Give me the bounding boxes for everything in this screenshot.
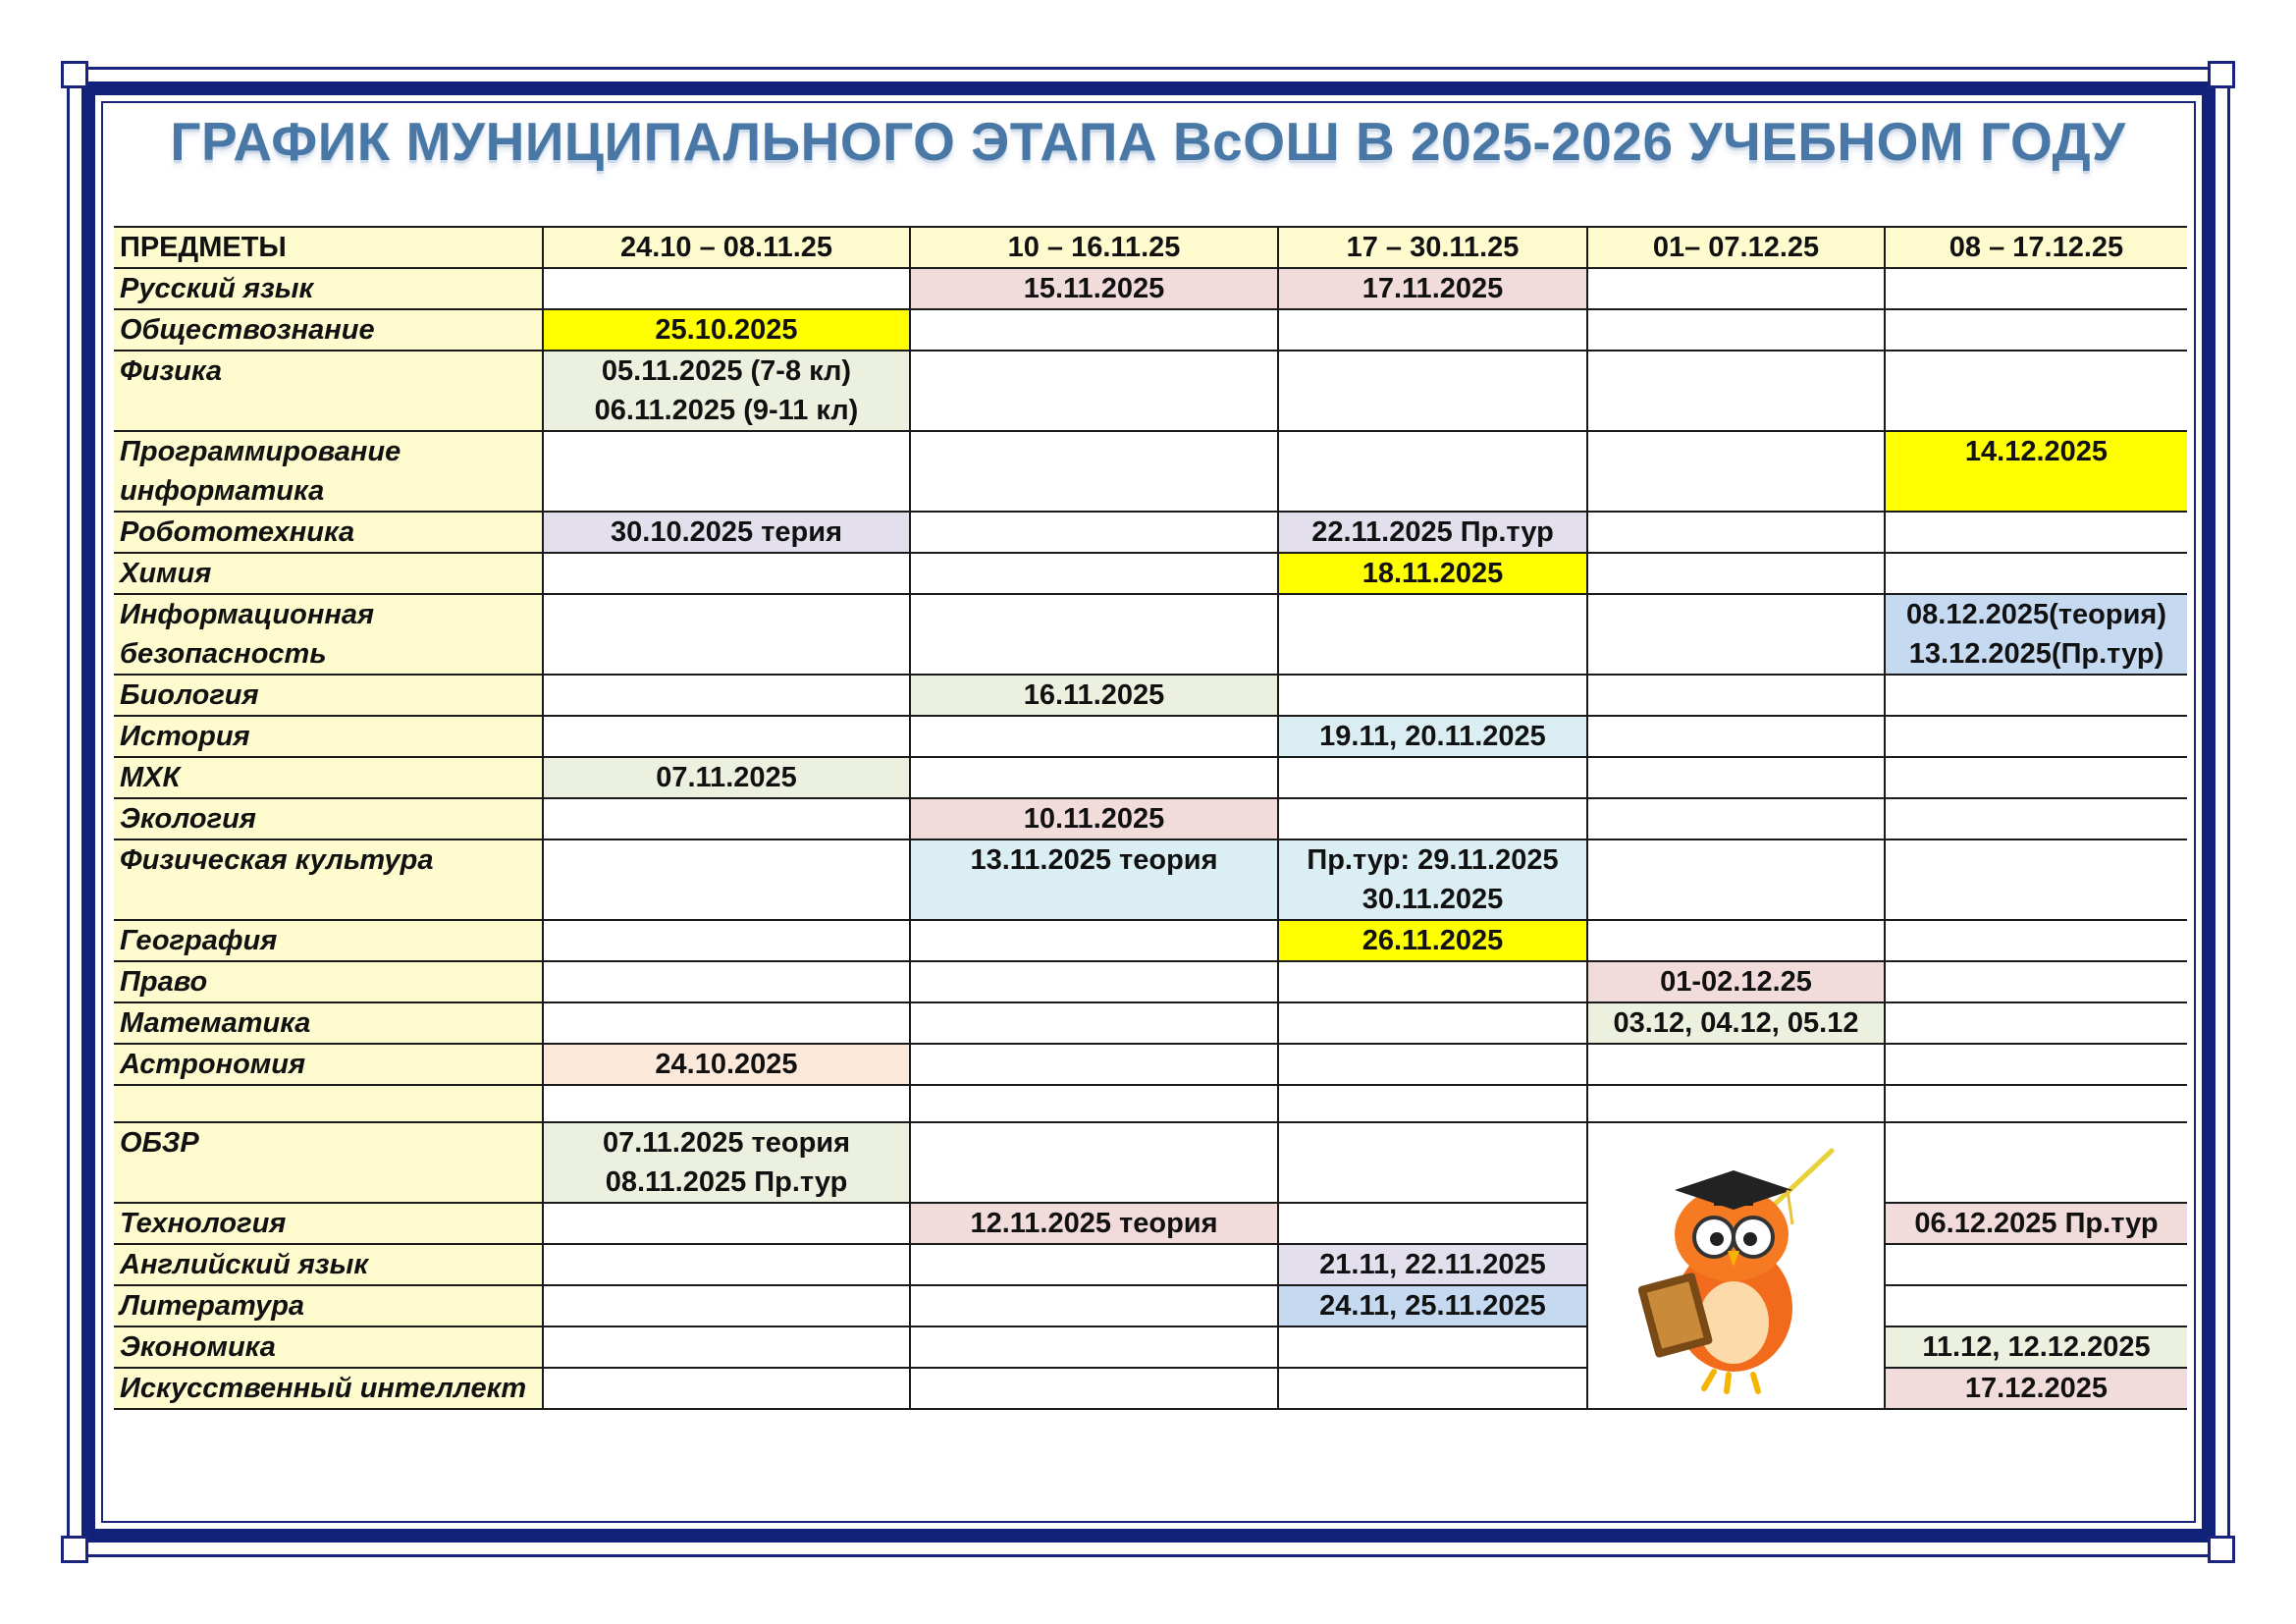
date-cell <box>1278 675 1587 716</box>
subject-cell <box>114 351 543 431</box>
date-cell <box>1587 920 1885 961</box>
date-text: 30.10.2025 терия <box>611 516 842 548</box>
date-cell <box>910 920 1278 961</box>
date-cell <box>543 512 910 553</box>
table-row <box>114 1002 2187 1044</box>
date-cell <box>910 1326 1278 1368</box>
subject-name: Физика <box>120 355 223 387</box>
subject-name: Право <box>120 966 208 998</box>
date-cell <box>1587 1002 1885 1044</box>
date-cell <box>910 1002 1278 1044</box>
subject-cell <box>114 1368 543 1409</box>
date-cell <box>1587 1085 1885 1122</box>
date-cell <box>1278 920 1587 961</box>
date-text: 30.11.2025 <box>1362 884 1504 915</box>
subject-name: Искусственный интеллект <box>120 1373 527 1404</box>
date-cell <box>1278 1285 1587 1326</box>
date-cell <box>1278 839 1587 920</box>
date-cell <box>1587 961 1885 1002</box>
table-header-row <box>114 227 2187 268</box>
subject-cell <box>114 431 543 512</box>
date-cell <box>910 1244 1278 1285</box>
date-cell <box>1885 675 2187 716</box>
date-text: 08.11.2025 Пр.тур <box>605 1166 848 1198</box>
date-cell <box>1885 839 2187 920</box>
table-row <box>114 1122 2187 1203</box>
date-cell <box>1587 512 1885 553</box>
date-text: 07.11.2025 <box>656 762 797 793</box>
date-cell <box>1278 594 1587 675</box>
date-text: 11.12, 12.12.2025 <box>1922 1331 2151 1363</box>
subject-name: Экономика <box>120 1331 276 1363</box>
subject-cell <box>114 716 543 757</box>
date-cell <box>1885 351 2187 431</box>
date-text: 15.11.2025 <box>1023 273 1165 304</box>
date-text: 24.11, 25.11.2025 <box>1319 1290 1546 1322</box>
date-cell <box>1587 1044 1885 1085</box>
date-cell <box>910 1122 1278 1203</box>
date-cell <box>543 268 910 309</box>
subject-name: Русский язык <box>120 273 314 304</box>
date-cell <box>543 1203 910 1244</box>
date-cell <box>1278 798 1587 839</box>
subject-cell <box>114 798 543 839</box>
subject-name: Информационная <box>120 599 375 630</box>
date-cell <box>543 351 910 431</box>
date-cell <box>910 675 1278 716</box>
subject-cell <box>114 1326 543 1368</box>
subject-cell <box>114 839 543 920</box>
date-cell <box>1278 757 1587 798</box>
subject-name: Астрономия <box>120 1049 306 1080</box>
date-cell <box>543 961 910 1002</box>
date-cell <box>1885 431 2187 512</box>
date-cell <box>1885 594 2187 675</box>
date-cell <box>1587 268 1885 309</box>
date-cell <box>910 1285 1278 1326</box>
date-cell <box>910 309 1278 351</box>
date-cell <box>1885 1122 2187 1203</box>
date-text: 03.12, 04.12, 05.12 <box>1613 1007 1859 1039</box>
date-text: 24.10.2025 <box>655 1049 798 1080</box>
subject-cell <box>114 675 543 716</box>
date-cell <box>1885 1044 2187 1085</box>
date-cell <box>910 757 1278 798</box>
date-cell <box>1278 1326 1587 1368</box>
table-row <box>114 309 2187 351</box>
date-cell <box>543 1244 910 1285</box>
date-cell <box>1278 1244 1587 1285</box>
table-row <box>114 757 2187 798</box>
date-text: 12.11.2025 теория <box>970 1208 1218 1239</box>
subject-name: МХК <box>120 762 181 793</box>
subject-name: Литература <box>120 1290 305 1322</box>
date-cell <box>1278 268 1587 309</box>
date-cell <box>543 920 910 961</box>
date-cell <box>543 1368 910 1409</box>
date-cell <box>1587 675 1885 716</box>
date-cell <box>910 798 1278 839</box>
table-row <box>114 594 2187 675</box>
table-row <box>114 675 2187 716</box>
date-text: 16.11.2025 <box>1023 679 1165 711</box>
date-cell <box>543 594 910 675</box>
date-cell <box>1885 757 2187 798</box>
date-cell <box>1885 553 2187 594</box>
date-cell <box>1278 1203 1587 1244</box>
table-row <box>114 512 2187 553</box>
date-cell <box>1587 309 1885 351</box>
date-cell <box>910 1203 1278 1244</box>
illustration-cell <box>1587 1122 1885 1409</box>
date-cell <box>910 1368 1278 1409</box>
date-cell <box>910 1085 1278 1122</box>
column-header-subjects: ПРЕДМЕТЫ <box>114 227 543 268</box>
subject-name: Экология <box>120 803 256 835</box>
date-text: 17.11.2025 <box>1362 273 1504 304</box>
date-cell <box>1587 839 1885 920</box>
date-text: 07.11.2025 теория <box>602 1127 851 1159</box>
date-cell <box>1885 309 2187 351</box>
date-cell <box>543 839 910 920</box>
date-cell <box>910 594 1278 675</box>
subject-cell <box>114 1044 543 1085</box>
date-cell <box>910 268 1278 309</box>
frame-corner <box>61 1536 88 1563</box>
date-cell <box>543 1122 910 1203</box>
table-row <box>114 1044 2187 1085</box>
date-text: 26.11.2025 <box>1362 925 1504 956</box>
date-cell <box>1587 351 1885 431</box>
date-text: 17.12.2025 <box>1964 1373 2109 1404</box>
date-cell <box>910 553 1278 594</box>
table-row <box>114 716 2187 757</box>
table-row <box>114 920 2187 961</box>
subject-name: Обществознание <box>120 314 375 346</box>
date-cell <box>543 1285 910 1326</box>
subject-cell <box>114 1285 543 1326</box>
date-cell <box>543 1002 910 1044</box>
date-cell <box>1278 961 1587 1002</box>
date-cell <box>1885 1326 2187 1368</box>
date-cell <box>910 431 1278 512</box>
subject-cell <box>114 309 543 351</box>
subject-name: География <box>120 925 278 956</box>
subject-cell <box>114 961 543 1002</box>
date-cell <box>910 351 1278 431</box>
subject-cell <box>114 1122 543 1203</box>
date-cell <box>1278 1085 1587 1122</box>
date-cell <box>1885 1002 2187 1044</box>
date-text: 19.11, 20.11.2025 <box>1319 721 1546 752</box>
column-header-period: 08 – 17.12.25 <box>1885 227 2187 268</box>
date-cell <box>910 1044 1278 1085</box>
date-cell <box>543 1044 910 1085</box>
date-cell <box>1278 512 1587 553</box>
subject-name: Математика <box>120 1007 311 1039</box>
date-cell <box>1278 351 1587 431</box>
column-header-period: 24.10 – 08.11.25 <box>543 227 910 268</box>
table-row <box>114 798 2187 839</box>
date-cell <box>543 309 910 351</box>
date-cell <box>543 553 910 594</box>
date-cell <box>1278 1044 1587 1085</box>
date-cell <box>1587 757 1885 798</box>
subject-cell <box>114 920 543 961</box>
frame-corner <box>2208 1536 2235 1563</box>
subject-name: Программирование <box>120 436 401 467</box>
subject-cell <box>114 1002 543 1044</box>
date-cell <box>1885 920 2187 961</box>
subject-name: Биология <box>120 679 259 711</box>
owl-teacher-icon <box>1606 1131 1861 1406</box>
date-cell <box>1885 1085 2187 1122</box>
table-row <box>114 431 2187 512</box>
subject-cell <box>114 553 543 594</box>
date-cell <box>910 716 1278 757</box>
date-text: 21.11, 22.11.2025 <box>1319 1249 1546 1280</box>
date-cell <box>1885 268 2187 309</box>
date-cell <box>543 675 910 716</box>
subject-name: информатика <box>120 475 325 507</box>
subject-name: Робототехника <box>120 516 355 548</box>
date-cell <box>1278 1368 1587 1409</box>
date-cell <box>1278 1002 1587 1044</box>
column-header-period: 10 – 16.11.25 <box>910 227 1278 268</box>
date-text: 08.12.2025(теория) <box>1906 599 2166 630</box>
date-text: 01-02.12.25 <box>1660 966 1812 998</box>
date-text: 13.12.2025(Пр.тур) <box>1908 638 2164 670</box>
date-text: 05.11.2025 (7-8 кл) <box>601 355 852 387</box>
column-header-period: 01– 07.12.25 <box>1587 227 1885 268</box>
date-cell <box>1885 1285 2187 1326</box>
date-cell <box>1885 716 2187 757</box>
subject-name: История <box>120 721 250 752</box>
date-cell <box>910 961 1278 1002</box>
date-cell <box>1278 431 1587 512</box>
date-cell <box>543 431 910 512</box>
date-cell <box>1885 798 2187 839</box>
table-row <box>114 1085 2187 1122</box>
subject-name: ОБЗР <box>120 1127 199 1159</box>
date-cell <box>1278 553 1587 594</box>
date-cell <box>1587 798 1885 839</box>
date-cell <box>1885 1203 2187 1244</box>
date-cell <box>910 839 1278 920</box>
date-cell <box>1587 594 1885 675</box>
date-cell <box>1587 716 1885 757</box>
date-cell <box>543 716 910 757</box>
date-cell <box>543 757 910 798</box>
subject-cell <box>114 512 543 553</box>
date-cell <box>543 798 910 839</box>
subject-cell <box>114 1203 543 1244</box>
subject-name: Английский язык <box>120 1249 369 1280</box>
table-row <box>114 553 2187 594</box>
date-cell <box>1885 1244 2187 1285</box>
date-cell <box>1278 309 1587 351</box>
date-text: 14.12.2025 <box>1964 436 2109 467</box>
date-text: Пр.тур: 29.11.2025 <box>1307 844 1559 876</box>
date-cell <box>1885 961 2187 1002</box>
date-text: 25.10.2025 <box>655 314 798 346</box>
date-cell <box>543 1326 910 1368</box>
subject-cell <box>114 268 543 309</box>
date-cell <box>1885 1368 2187 1409</box>
date-cell <box>1885 512 2187 553</box>
frame-corner <box>2208 61 2235 88</box>
date-text: 18.11.2025 <box>1362 558 1504 589</box>
date-text: 06.12.2025 Пр.тур <box>1914 1208 2159 1239</box>
table-row <box>114 839 2187 920</box>
date-cell <box>1587 431 1885 512</box>
column-header-period: 17 – 30.11.25 <box>1278 227 1587 268</box>
subject-name: Физическая культура <box>120 844 434 876</box>
subject-name: Технология <box>120 1208 287 1239</box>
subject-cell <box>114 757 543 798</box>
schedule-table <box>114 226 2187 1410</box>
date-text: 06.11.2025 (9-11 кл) <box>594 395 859 426</box>
subject-cell <box>114 594 543 675</box>
table-row <box>114 268 2187 309</box>
subject-name: безопасность <box>120 638 327 670</box>
page-title: ГРАФИК МУНИЦИПАЛЬНОГО ЭТАПА ВсОШ В 2025-2026 УЧЕБНОМ ГОДУ <box>170 111 2126 172</box>
date-cell <box>910 512 1278 553</box>
subject-cell <box>114 1085 543 1122</box>
date-text: 22.11.2025 Пр.тур <box>1311 516 1554 548</box>
date-cell <box>1587 553 1885 594</box>
date-text: 13.11.2025 теория <box>970 844 1218 876</box>
subject-name: Химия <box>120 558 212 589</box>
frame-corner <box>61 61 88 88</box>
schedule-body <box>114 268 2187 1409</box>
date-cell <box>1278 1122 1587 1203</box>
table-row <box>114 351 2187 431</box>
table-row <box>114 961 2187 1002</box>
subject-cell <box>114 1244 543 1285</box>
date-text: 10.11.2025 <box>1023 803 1165 835</box>
date-cell <box>543 1085 910 1122</box>
date-cell <box>1278 716 1587 757</box>
